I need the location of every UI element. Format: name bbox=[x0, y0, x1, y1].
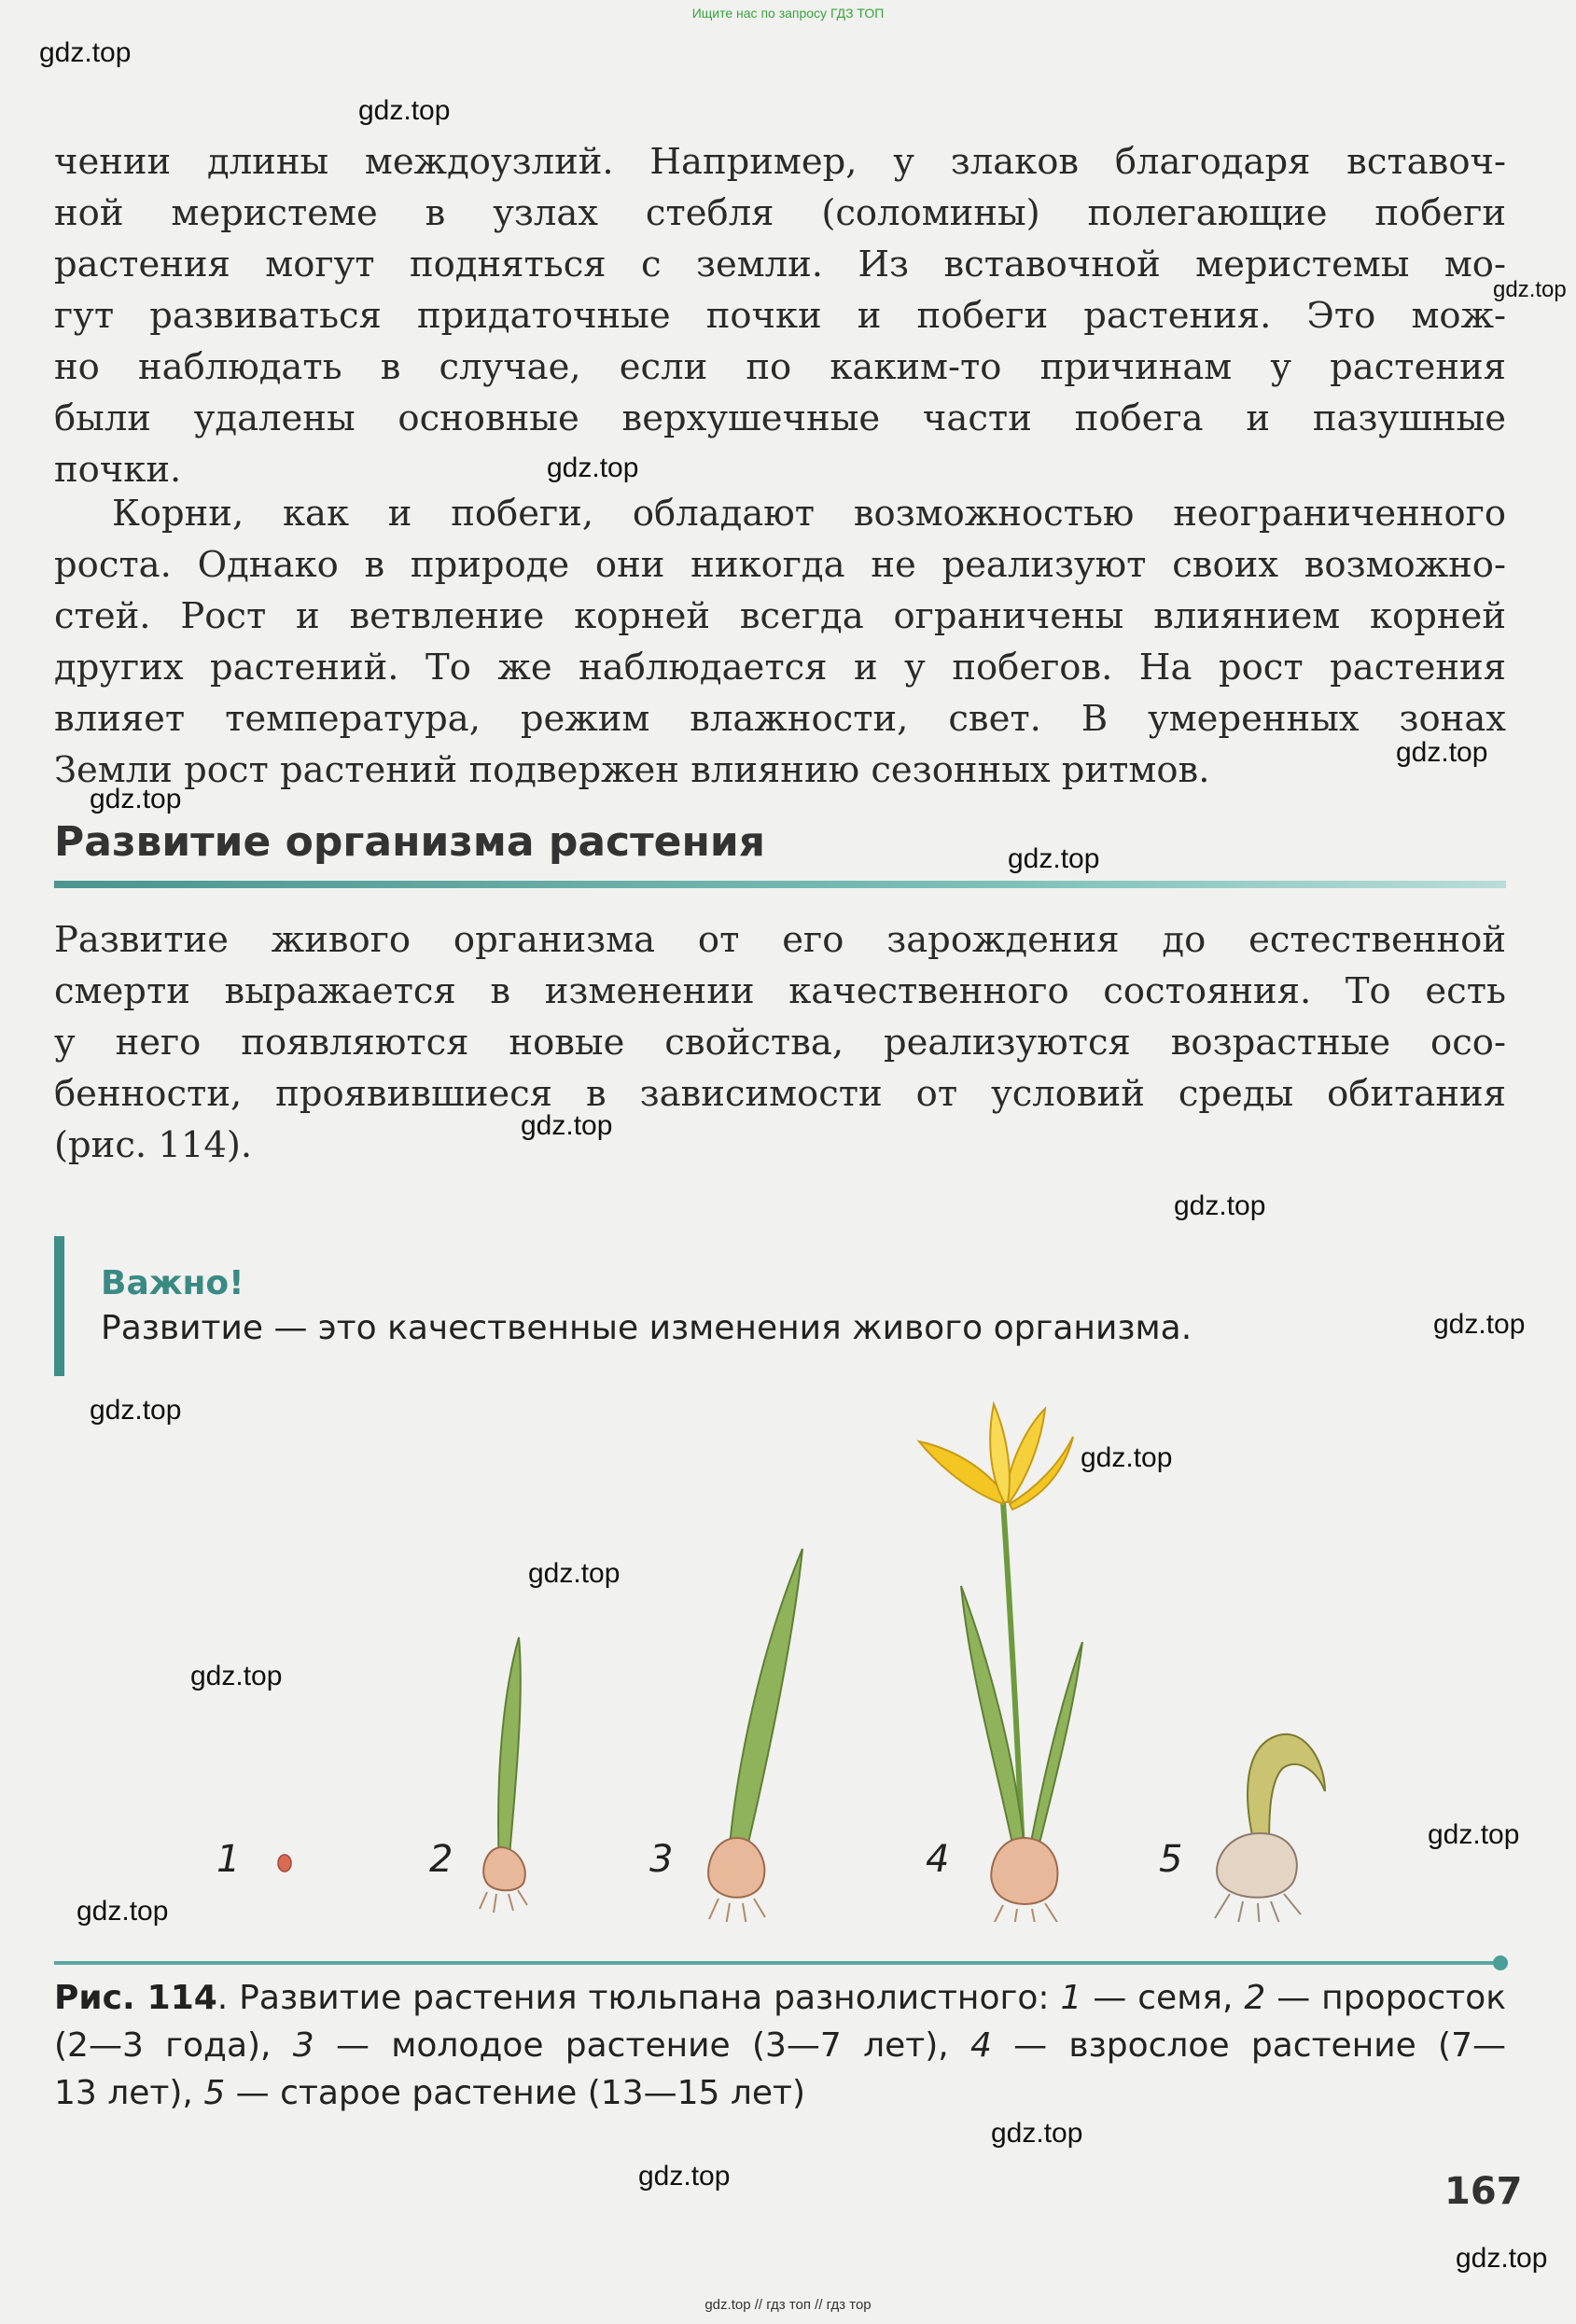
watermark: gdz.top bbox=[1081, 1442, 1173, 1473]
stage-label-1: 1 bbox=[216, 1838, 241, 1881]
section-title: Развитие организма растения bbox=[54, 818, 765, 866]
figure-caption-rule-dot bbox=[1493, 1955, 1508, 1970]
seed-stage-1 bbox=[278, 1855, 291, 1872]
text-line: (рис. 114). bbox=[54, 1124, 253, 1166]
text-line: Земли рост растений подвержен влиянию сезонных ритмов. bbox=[54, 749, 1210, 791]
watermark: gdz.top bbox=[358, 95, 451, 126]
stage-label-5: 5 bbox=[1159, 1838, 1183, 1881]
caption-text: — взрослое растение (7— bbox=[991, 2026, 1506, 2065]
text-line: влияет температура, режим влажности, свет. В умеренных зонах bbox=[54, 698, 1506, 740]
text-line: чении длины междоузлий. Например, у злаков благодаря вставоч- bbox=[54, 141, 1506, 183]
caption-text: 13 лет), bbox=[54, 2074, 204, 2112]
figure-caption bbox=[54, 1974, 1506, 2117]
watermark: gdz.top bbox=[39, 37, 132, 68]
text-line: Корни, как и побеги, обладают возможностью неограниченного bbox=[112, 493, 1506, 535]
top-note: Ищите нас по запросу ГДЗ ТОП bbox=[691, 6, 885, 21]
text-line: стей. Рост и ветвление корней всегда ограничены влиянием корней bbox=[54, 595, 1506, 637]
caption-line bbox=[54, 2069, 1506, 2117]
callout-text: Развитие — это качественные изменения живого организма. bbox=[101, 1309, 1192, 1347]
watermark: gdz.top bbox=[521, 1110, 613, 1141]
text-line: бенности, проявившиеся в зависимости от условий среды обитания bbox=[54, 1073, 1506, 1115]
caption-number: 4 bbox=[969, 2026, 992, 2065]
watermark: gdz.top bbox=[638, 2161, 731, 2192]
caption-text: — проросток bbox=[1265, 1979, 1506, 2017]
watermark: gdz.top bbox=[1396, 737, 1488, 768]
stage-label-3: 3 bbox=[649, 1838, 674, 1881]
caption-line bbox=[54, 2022, 1506, 2069]
watermark: gdz.top bbox=[90, 1395, 182, 1426]
sprout-stage-2 bbox=[480, 1637, 527, 1913]
caption-text: — семя, bbox=[1081, 1979, 1245, 2017]
paragraph-2 bbox=[54, 488, 1506, 796]
text-line: почки. bbox=[54, 449, 182, 491]
watermark: gdz.top bbox=[547, 452, 639, 483]
paragraph-1 bbox=[54, 136, 1506, 495]
caption-text: . Развитие растения тюльпана разнолистного: bbox=[216, 1979, 1061, 2017]
figure-caption-rule bbox=[54, 1961, 1506, 1965]
caption-line bbox=[54, 1974, 1506, 2022]
text-line: Развитие живого организма от его зарождения до естественной bbox=[54, 919, 1506, 961]
caption-number: 5 bbox=[203, 2074, 226, 2112]
watermark: gdz.top bbox=[991, 2118, 1083, 2149]
text-line: смерти выражается в изменении качественного состояния. То есть bbox=[54, 970, 1506, 1012]
caption-text: (2—3 года), bbox=[54, 2026, 293, 2065]
text-line: ной меристеме в узлах стебля (соломины) полегающие побеги bbox=[54, 192, 1506, 234]
figure-ref: Рис. 114 bbox=[54, 1979, 217, 2017]
important-callout bbox=[54, 1236, 1360, 1376]
text-line: гут развиваться придаточные почки и побеги растения. Это мож- bbox=[54, 295, 1506, 337]
text-line: но наблюдать в случае, если по каким-то причинам у растения bbox=[54, 346, 1506, 388]
stage-label-2: 2 bbox=[429, 1838, 453, 1881]
caption-number: 3 bbox=[292, 2026, 314, 2065]
caption-number: 2 bbox=[1244, 1979, 1266, 2017]
watermark: gdz.top bbox=[1174, 1190, 1266, 1221]
text-line: у него появляются новые свойства, реализуются возрастные осо- bbox=[54, 1022, 1506, 1064]
text-line: были удалены основные верхушечные части побега и пазушные bbox=[54, 397, 1506, 439]
callout-bar bbox=[54, 1236, 64, 1376]
watermark: gdz.top bbox=[1456, 2243, 1548, 2274]
tulip-figure bbox=[0, 1399, 1576, 1922]
page-number: 167 bbox=[1444, 2170, 1523, 2213]
caption-text: — молодое растение (3—7 лет), bbox=[314, 2026, 970, 2065]
paragraph-3 bbox=[54, 914, 1506, 1171]
text-line: других растений. То же наблюдается и у побегов. На рост растения bbox=[54, 647, 1506, 689]
watermark: gdz.top bbox=[90, 784, 182, 814]
stage-label-4: 4 bbox=[926, 1838, 950, 1881]
bottom-note: gdz.top // гдз топ // гдз тор bbox=[704, 2297, 872, 2313]
watermark: gdz.top bbox=[1493, 277, 1567, 302]
callout-heading: Важно! bbox=[101, 1264, 244, 1302]
watermark: gdz.top bbox=[190, 1661, 283, 1691]
text-line: роста. Однако в природе они никогда не реализуют своих возможно- bbox=[54, 544, 1506, 586]
caption-text: — старое растение (13—15 лет) bbox=[225, 2074, 806, 2112]
watermark: gdz.top bbox=[1428, 1819, 1520, 1850]
text-line: растения могут подняться с земли. Из вставочной меристемы мо- bbox=[54, 244, 1506, 285]
young-plant-stage-3 bbox=[708, 1549, 802, 1922]
caption-number: 1 bbox=[1060, 1979, 1082, 2017]
old-plant-stage-5 bbox=[1215, 1734, 1325, 1922]
watermark: gdz.top bbox=[77, 1896, 169, 1927]
section-title-underline bbox=[54, 881, 1506, 888]
watermark: gdz.top bbox=[1433, 1309, 1526, 1340]
watermark: gdz.top bbox=[1008, 843, 1100, 874]
watermark: gdz.top bbox=[528, 1558, 621, 1589]
